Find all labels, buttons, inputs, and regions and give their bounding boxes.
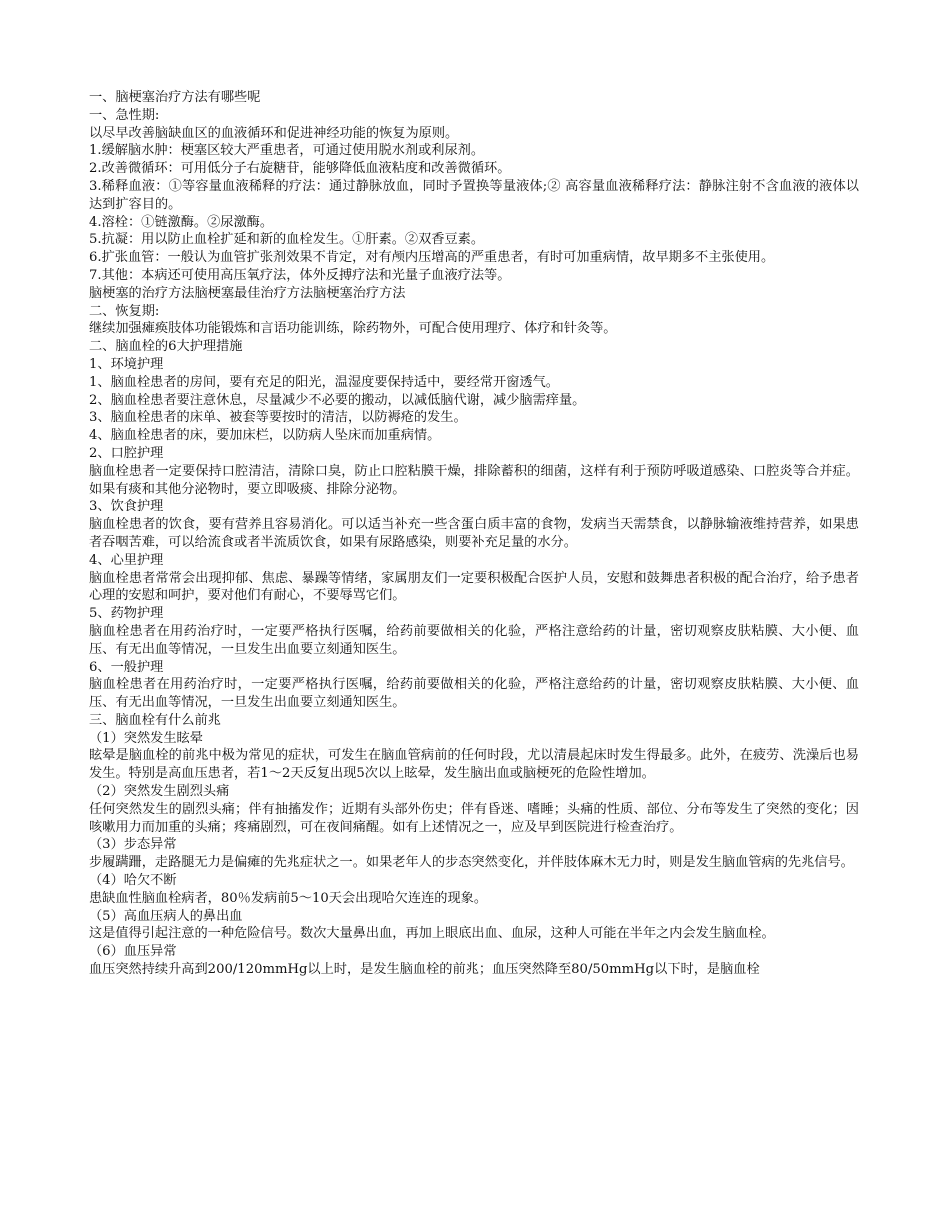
document-paragraph: 3、饮食护理 [89,499,164,515]
document-paragraph: （6）血压异常 [89,944,177,960]
document-paragraph: 血压突然持续升高到200/120mmHg以上时，是发生脑血栓的前兆；血压突然降至80/50mmHg以下时，是脑血栓 [89,962,760,978]
document-paragraph: （3）步态异常 [89,837,177,853]
document-paragraph: 二、恢复期: [89,303,160,319]
document-paragraph: 三、脑血栓有什么前兆 [89,712,221,728]
document-paragraph: 1、环境护理 [89,356,164,372]
document-paragraph: 患缺血性脑血栓病者，80％发病前5～10天会出现哈欠连连的现象。 [89,890,488,906]
document-paragraph: 3.稀释血液：①等容量血液稀释的疗法：通过静脉放血，同时予置换等量液体;② 高容量血液稀释疗法：静脉注射不含血液的液体以达到扩容目的。 [89,178,859,212]
document-paragraph: 4.溶栓：①链激酶。②尿激酶。 [89,214,274,230]
document-paragraph: 4、脑血栓患者的床，要加床栏，以防病人坠床而加重病情。 [89,428,441,444]
document-paragraph: 6、一般护理 [89,659,164,675]
document-paragraph: 二、脑血栓的6大护理措施 [89,339,243,355]
document-paragraph: 6.扩张血管：一般认为血管扩张剂效果不肯定，对有颅内压增高的严重患者，有时可加重病情，故早期多不主张使用。 [89,250,775,266]
document-paragraph: 3、脑血栓患者的床单、被套等要按时的清洁，以防褥疮的发生。 [89,410,467,426]
document-paragraph: 脑血栓患者常常会出现抑郁、焦虑、暴躁等情绪，家属朋友们一定要积极配合医护人员，安慰和鼓舞患者积极的配合治疗，给予患者心理的安慰和呵护，要对他们有耐心，不要辱骂它们。 [89,570,859,604]
document-paragraph: 这是值得引起注意的一种危险信号。数次大量鼻出血，再加上眼底出血、血尿，这种人可能在半年之内会发生脑血栓。 [89,926,775,942]
document-paragraph: 7.其他：本病还可使用高压氧疗法，体外反搏疗法和光量子血液疗法等。 [89,267,511,283]
document-paragraph: 2.改善微循环：可用低分子右旋糖苷，能够降低血液粘度和改善微循环。 [89,161,511,177]
document-paragraph: 眩晕是脑血栓的前兆中极为常见的症状，可发生在脑血管病前的任何时段，尤以清晨起床时发生得最多。此外，在疲劳、洗澡后也易发生。特别是高血压患者，若1～2天反复出现5次以上眩晕，发生脑出血或脑梗死的危险性增加。 [89,748,859,782]
document-body [89,89,859,979]
document-paragraph: 5.抗凝：用以防止血栓扩延和新的血栓发生。①肝素。②双香豆素。 [89,232,485,248]
document-paragraph: 5、药物护理 [89,606,164,622]
document-paragraph: 4、心里护理 [89,552,164,568]
document-paragraph: 脑血栓患者在用药治疗时，一定要严格执行医嘱，给药前要做相关的化验，严格注意给药的计量，密切观察皮肤粘膜、大小便、血压、有无出血等情况，一旦发生出血要立刻通知医生。 [89,677,859,711]
document-paragraph: （5）高血压病人的鼻出血 [89,908,243,924]
document-paragraph: 一、脑梗塞治疗方法有哪些呢 [89,90,261,105]
document-paragraph: 继续加强瘫痪肢体功能锻炼和言语功能训练，除药物外，可配合使用理疗、体疗和针灸等。 [89,321,617,337]
document-paragraph: 脑血栓患者一定要保持口腔清洁，清除口臭，防止口腔粘膜干燥，排除蓄积的细菌，这样有利于预防呼吸道感染、口腔炎等合并症。如果有痰和其他分泌物时，要立即吸痰、排除分泌物。 [89,463,859,497]
document-paragraph: 2、口腔护理 [89,445,164,461]
document-paragraph: 脑梗塞的治疗方法脑梗塞最佳治疗方法脑梗塞治疗方法 [89,285,406,301]
document-paragraph: 以尽早改善脑缺血区的血液循环和促进神经功能的恢复为原则。 [89,125,459,141]
document-paragraph: 一、急性期: [89,107,160,123]
document-paragraph: 1.缓解脑水肿：梗塞区较大严重患者，可通过使用脱水剂或利尿剂。 [89,143,485,159]
document-paragraph: （4）哈欠不断 [89,873,177,889]
document-paragraph: 脑血栓患者的饮食，要有营养且容易消化。可以适当补充一些含蛋白质丰富的食物，发病当天需禁食，以静脉输液维持营养，如果患者吞咽苦难，可以给流食或者半流质饮食，如果有尿路感染，则要补充足量的水分。 [89,517,859,550]
document-paragraph: （2）突然发生剧烈头痛 [89,784,230,800]
document-paragraph: （1）突然发生眩晕 [89,730,203,746]
document-paragraph: 脑血栓患者在用药治疗时，一定要严格执行医嘱，给药前要做相关的化验，严格注意给药的计量，密切观察皮肤粘膜、大小便、血压、有无出血等情况，一旦发生出血要立刻通知医生。 [89,623,859,657]
document-paragraph: 任何突然发生的剧烈头痛；伴有抽搐发作；近期有头部外伤史；伴有昏迷、嗜睡；头痛的性质、部位、分布等发生了突然的变化；因咳嗽用力而加重的头痛；疼痛剧烈，可在夜间痛醒。如有上述情况之一，应及早到医院进行检查治疗。 [89,801,859,835]
document-paragraph: 2、脑血栓患者要注意休息，尽量减少不必要的搬动，以减低脑代谢，减少脑需痒量。 [89,392,586,408]
document-paragraph: 1、脑血栓患者的房间，要有充足的阳光，温湿度要保持适中，要经常开窗透气。 [89,374,559,390]
document-paragraph: 步履蹒跚，走路腿无力是偏瘫的先兆症状之一。如果老年人的步态突然变化，并伴肢体麻木无力时，则是发生脑血管病的先兆信号。 [89,855,854,871]
